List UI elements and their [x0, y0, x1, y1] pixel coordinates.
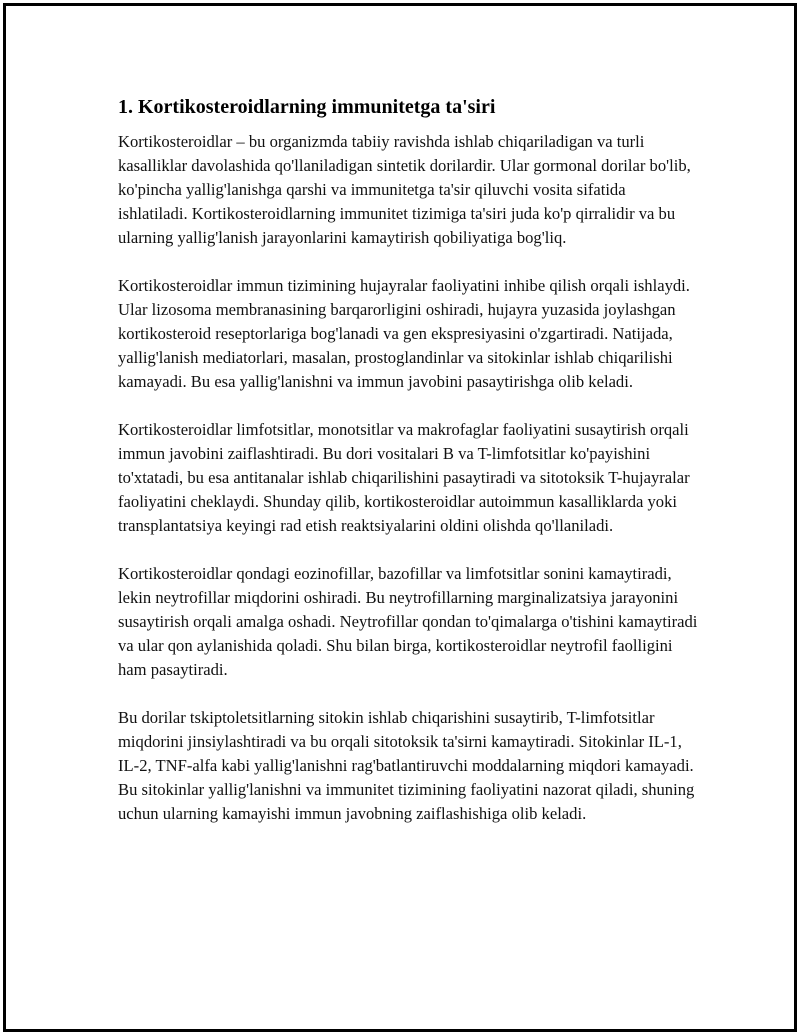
section-title: 1. Kortikosteroidlarning immunitetga ta'siri	[118, 96, 496, 118]
document-body	[118, 94, 698, 850]
paragraph-3: Kortikosteroidlar limfotsitlar, monotsitlar va makrofaglar faoliyatini susaytirish orqali immun javobini zaiflashtiradi. Bu dori vositalari B va T-limfotsitlar ko'payishini to'xtatadi, bu esa antitanalar ishlab chiqarilishini pasaytiradi va sitotoksik T-hujayralar faoliyatini cheklaydi. Shunday qilib, kortikosteroidlar autoimmun kasalliklarda yoki transplantatsiya keyingi rad etish reaktsiyalarini oldini olishda qo'llaniladi.	[118, 420, 690, 535]
paragraph-4: Kortikosteroidlar qondagi eozinofillar, bazofillar va limfotsitlar sonini kamaytiradi, lekin neytrofillar miqdorini oshiradi. Bu neytrofillarning marginalizatsiya jarayonini susaytirish orqali amalga oshadi. Neytrofillar qondan to'qimalarga o'tishini kamaytiradi va ular qon aylanishida qoladi. Shu bilan birga, kortikosteroidlar neytrofil faolligini ham pasaytiradi.	[118, 564, 698, 679]
paragraph-1: Kortikosteroidlar – bu organizmda tabiiy ravishda ishlab chiqariladigan va turli kasalliklar davolashida qo'llaniladigan sintetik dorilardir. Ular gormonal dorilar bo'lib, ko'pincha yallig'lanishga qarshi va immunitetga ta'sir qiluvchi vosita sifatida ishlatiladi. Kortikosteroidlarning immunitet tizimiga ta'siri juda ko'p qirralidir va bu ularning yallig'lanish jarayonlarini kamaytirish qobiliyatiga bog'liq.	[118, 132, 691, 247]
paragraph-2: Kortikosteroidlar immun tizimining hujayralar faoliyatini inhibe qilish orqali ishlaydi. Ular lizosoma membranasining barqarorligini oshiradi, hujayra yuzasida joylashgan kortikosteroid reseptorlariga bog'lanadi va gen ekspresiyasini o'zgartiradi. Natijada, yallig'lanish mediatorlari, masalan, prostoglandinlar va sitokinlar ishlab chiqarilishi kamayadi. Bu esa yallig'lanishni va immun javobini pasaytirishga olib keladi.	[118, 276, 690, 391]
paragraph-5: Bu dorilar tskiptoletsitlarning sitokin ishlab chiqarishini susaytirib, T-limfotsitlar miqdorini jinsiylashtiradi va bu orqali sitotoksik ta'sirni kamaytiradi. Sitokinlar IL-1, IL-2, TNF-alfa kabi yallig'lanishni rag'batlantiruvchi moddalarning miqdori kamayadi. Bu sitokinlar yallig'lanishni va immunitet tizimining faoliyatini nazorat qiladi, shuning uchun ularning kamayishi immun javobning zaiflashishiga olib keladi.	[118, 708, 695, 823]
